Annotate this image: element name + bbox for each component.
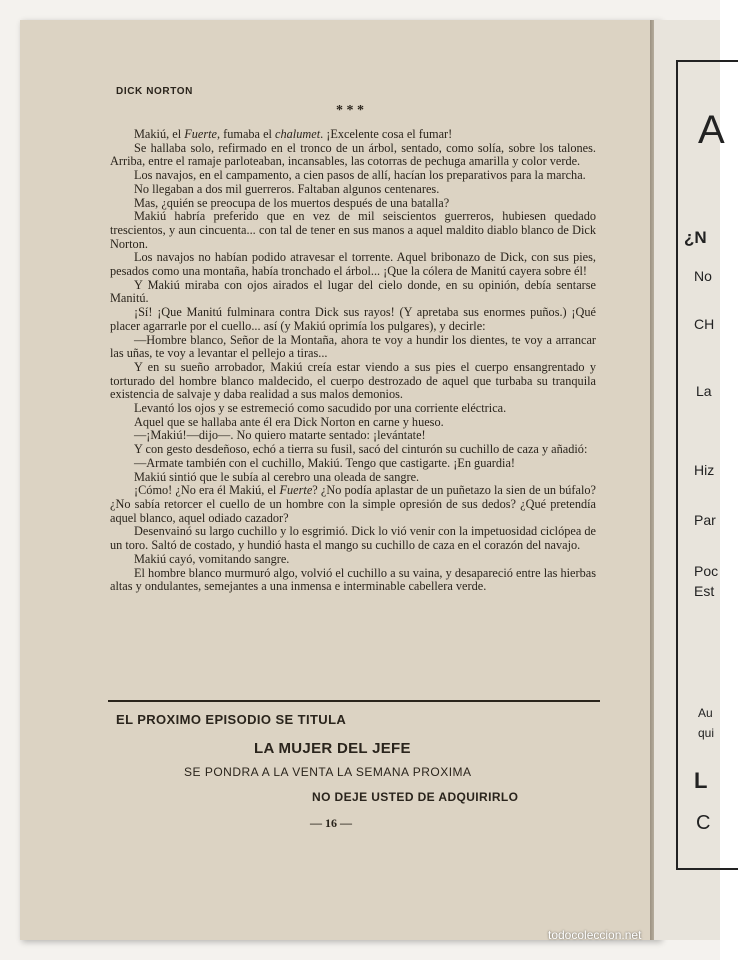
right-fragment-0: A	[698, 108, 725, 152]
story-paragraph: No llegaban a dos mil guerreros. Faltaban algunos centenares.	[134, 181, 440, 196]
story-paragraph: Y con gesto desdeñoso, echó a tierra su fusil, sacó del cinturón su cuchillo de caza y añadió:	[134, 442, 588, 457]
story-paragraph: El hombre blanco murmuró algo, volvió el cuchillo a su vaina, y desapareció entre las hierbas altas y ondulantes, semejantes a una inmensa e interminable cabellera verde.	[110, 565, 596, 594]
right-fragment-10: qui	[698, 726, 715, 740]
story-paragraph: Aquel que se hallaba ante él era Dick Norton en carne y hueso.	[134, 414, 444, 429]
next-episode-sale-note: SE PONDRA A LA VENTA LA SEMANA PROXIMA	[184, 765, 472, 779]
right-fragment-7: Poc	[694, 563, 719, 579]
right-fragment-1: ¿N	[684, 228, 707, 247]
story-paragraph: Y Makiú miraba con ojos airados el lugar del cielo donde, en su opinión, debía sentarse Manitú.	[110, 277, 596, 306]
story-paragraph: —¡Makiú!—dijo—. No quiero matarte sentado: ¡levántate!	[134, 428, 426, 443]
italic-word: Fuerte	[279, 483, 313, 498]
right-fragment-6: Par	[694, 512, 716, 528]
story-paragraph: ¡Cómo! ¿No era él Makiú, el Fuerte? ¿No podía aplastar de un puñetazo la sien de un búfalo? ¿No sabía retorcer el cuello de un hombre con la simple opresión de sus dedos? ¿Qué pretendía aquel blanco, aquel odiado cazador?	[110, 483, 597, 525]
right-fragment-11: L	[694, 768, 708, 793]
italic-word: chalumet	[275, 127, 321, 141]
watermark-text: todocoleccion.net	[548, 928, 642, 942]
story-paragraph: —Armate también con el cuchillo, Makiú. Tengo que castigarte. ¡En guardia!	[134, 455, 516, 470]
divider-rule	[108, 700, 600, 702]
right-fragment-2: No	[694, 268, 712, 284]
story-paragraph: Y en su sueño arrobador, Makiú creía estar viendo a sus pies el cuerpo ensangrentado y torturado del hombre blanco maldecido, el cuerpo destrozado de aquel que turbaba su tranquila existencia de salvaje y daba realidad a sus malos demonios.	[110, 359, 596, 402]
story-paragraph: Los navajos no habían podido atravesar el torrente. Aquel bribonazo de Dick, con sus pies, pesados como una montaña, había tronchado el árbol... ¡Que la cólera de Manitú cayera sobre él!	[110, 250, 596, 279]
story-paragraph: Levantó los ojos y se estremeció como sacudido por una corriente eléctrica.	[134, 401, 507, 416]
next-episode-title: LA MUJER DEL JEFE	[254, 740, 411, 757]
story-paragraph: Makiú, el Fuerte, fumaba el chalumet. ¡Excelente cosa el fumar!	[134, 127, 453, 141]
right-fragment-4: La	[696, 383, 712, 399]
right-fragment-9: Au	[698, 706, 713, 720]
story-paragraph: Makiú habría preferido que en vez de mil seiscientos guerreros, hubiesen quedado trescientos, y aun cincuenta... con tal de tener en sus manos a aquel maldito diablo blanco de Dick Norton.	[110, 209, 596, 251]
italic-word: Fuerte	[184, 127, 217, 141]
next-episode-label: EL PROXIMO EPISODIO SE TITULA	[116, 712, 347, 727]
story-paragraph: Mas, ¿quién se preocupa de los muertos después de una batalla?	[134, 195, 450, 210]
right-fragment-5: Hiz	[694, 462, 715, 478]
right-fragment-8: Est	[694, 583, 715, 599]
story-paragraph: Se hallaba solo, refirmado en el tronco de un árbol, sentado, como solía, sobre los talones. Arriba, entre el ramaje parloteaban, incansables, las cotorras de pechuga amarilla y color verde.	[110, 140, 596, 169]
story-paragraph: Desenvainó su largo cuchillo y lo esgrimió. Dick lo vió venir con la impetuosidad ciclópea de un toro. Saltó de costado, y hundió hasta el mango su cuchillo de caza en el corazón del navajo.	[110, 524, 596, 553]
story-paragraph: Makiú cayó, vomitando sangre.	[134, 551, 290, 566]
story-paragraph: Makiú sintió que le subía al cerebro una oleada de sangre.	[134, 469, 420, 484]
running-header: DICK NORTON	[116, 86, 193, 97]
story-paragraph: Los navajos, en el campamento, a cien pasos de allí, hacían los preparativos para la marcha.	[134, 168, 586, 183]
story-paragraph: —Hombre blanco, Señor de la Montaña, ahora te voy a hundir los dientes, te voy a arrancar las uñas, te voy a levantar el pellejo a tiras...	[110, 332, 596, 361]
page-number: — 16 —	[310, 816, 352, 830]
right-fragment-3: CH	[694, 316, 715, 332]
right-fragment-12: C	[696, 812, 711, 834]
story-paragraph: ¡Sí! ¡Que Manitú fulminara contra Dick sus rayos! (Y apretaba sus enormes puños.) ¡Qué placer agarrarle por el cuello... así (y Makiú oprimía los pulgares), y decirle:	[110, 305, 596, 333]
next-episode-buy-note: NO DEJE USTED DE ADQUIRIRLO	[312, 790, 519, 804]
section-separator: * * *	[336, 103, 364, 118]
story-text	[110, 128, 596, 594]
